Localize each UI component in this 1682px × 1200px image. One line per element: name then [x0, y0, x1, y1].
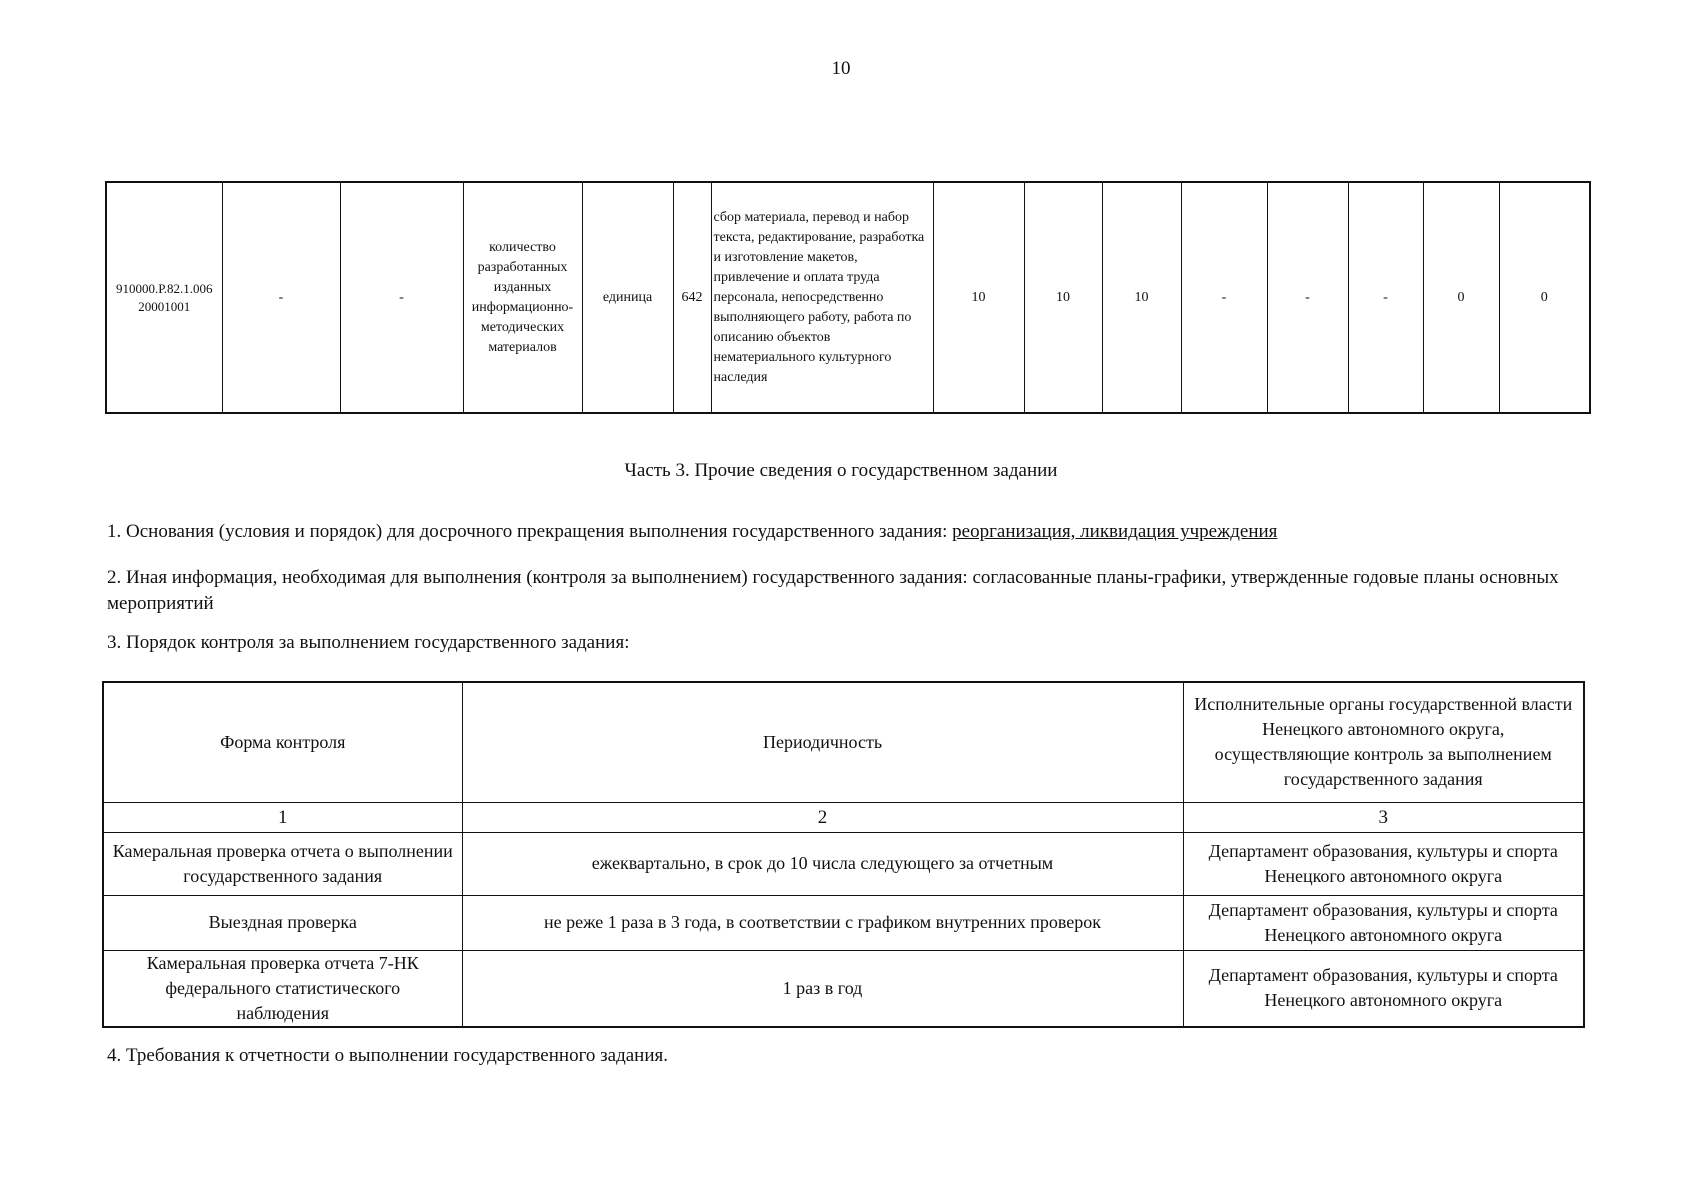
- okei-code-cell: 642: [673, 182, 711, 413]
- registry-code-cell: 910000.Р.82.1.006 20001001: [106, 182, 222, 413]
- unit-cell: единица: [582, 182, 673, 413]
- value-cell: -: [1181, 182, 1267, 413]
- indicator-name-cell: количество разработанных изданных информационно-методических материалов: [463, 182, 582, 413]
- value-cell: 0: [1423, 182, 1499, 413]
- value-cell: 10: [1102, 182, 1181, 413]
- value-cell: 10: [933, 182, 1024, 413]
- control-form-cell: Выездная проверка: [103, 895, 462, 950]
- table-row: [106, 182, 1590, 413]
- value-cell: -: [1267, 182, 1348, 413]
- column-header: Периодичность: [462, 682, 1183, 802]
- item2-paragraph: 2. Иная информация, необходимая для выполнения (контроля за выполнением) государственного задания: согласованные планы-графики, утвержденные годовые планы основных мероприятий: [107, 567, 1559, 614]
- control-table: [102, 681, 1585, 1028]
- column-number-row: [103, 802, 1584, 832]
- control-body-cell: Департамент образования, культуры и спорта Ненецкого автономного округа: [1183, 832, 1584, 895]
- value-cell: 10: [1024, 182, 1102, 413]
- item1-paragraph: [107, 519, 1587, 545]
- column-number: 2: [462, 802, 1183, 832]
- control-form-cell: Камеральная проверка отчета о выполнении государственного задания: [103, 832, 462, 895]
- control-body-cell: Департамент образования, культуры и спорта Ненецкого автономного округа: [1183, 895, 1584, 950]
- item4-paragraph: 4. Требования к отчетности о выполнении государственного задания.: [107, 1045, 669, 1066]
- page-number: 10: [831, 58, 851, 79]
- column-number: 3: [1183, 802, 1584, 832]
- column-number: 1: [103, 802, 462, 832]
- item1-underlined-text: реорганизация, ликвидация учреждения: [952, 521, 1278, 542]
- value-cell: -: [1348, 182, 1423, 413]
- value-cell: 0: [1499, 182, 1590, 413]
- part3-title: Часть 3. Прочие сведения о государственном задании: [624, 460, 1058, 481]
- table-row: [103, 950, 1584, 1027]
- volume-indicator-table: [105, 181, 1591, 414]
- column-header: Форма контроля: [103, 682, 462, 802]
- work-description-cell: сбор материала, перевод и набор текста, редактирование, разработка и изготовление макетов, привлечение и оплата труда персонала, непосредственно выполняющего работу, работа по описанию объектов нематериального культурного наследия: [711, 182, 933, 413]
- table-cell: -: [340, 182, 463, 413]
- item1-text: 1. Основания (условия и порядок) для досрочного прекращения выполнения государственного задания:: [107, 521, 953, 542]
- control-form-cell: Камеральная проверка отчета 7-НК федерального статистического наблюдения: [103, 950, 462, 1027]
- periodicity-cell: ежеквартально, в срок до 10 числа следующего за отчетным: [462, 832, 1183, 895]
- table-header-row: [103, 682, 1584, 802]
- table-row: [103, 895, 1584, 950]
- table-cell: -: [222, 182, 340, 413]
- periodicity-cell: не реже 1 раза в 3 года, в соответствии с графиком внутренних проверок: [462, 895, 1183, 950]
- periodicity-cell: 1 раз в год: [462, 950, 1183, 1027]
- control-body-cell: Департамент образования, культуры и спорта Ненецкого автономного округа: [1183, 950, 1584, 1027]
- table-row: [103, 832, 1584, 895]
- item3-paragraph: 3. Порядок контроля за выполнением государственного задания:: [107, 632, 630, 653]
- column-header: Исполнительные органы государственной власти Ненецкого автономного округа, осуществляющие контроль за выполнением государственного задания: [1183, 682, 1584, 802]
